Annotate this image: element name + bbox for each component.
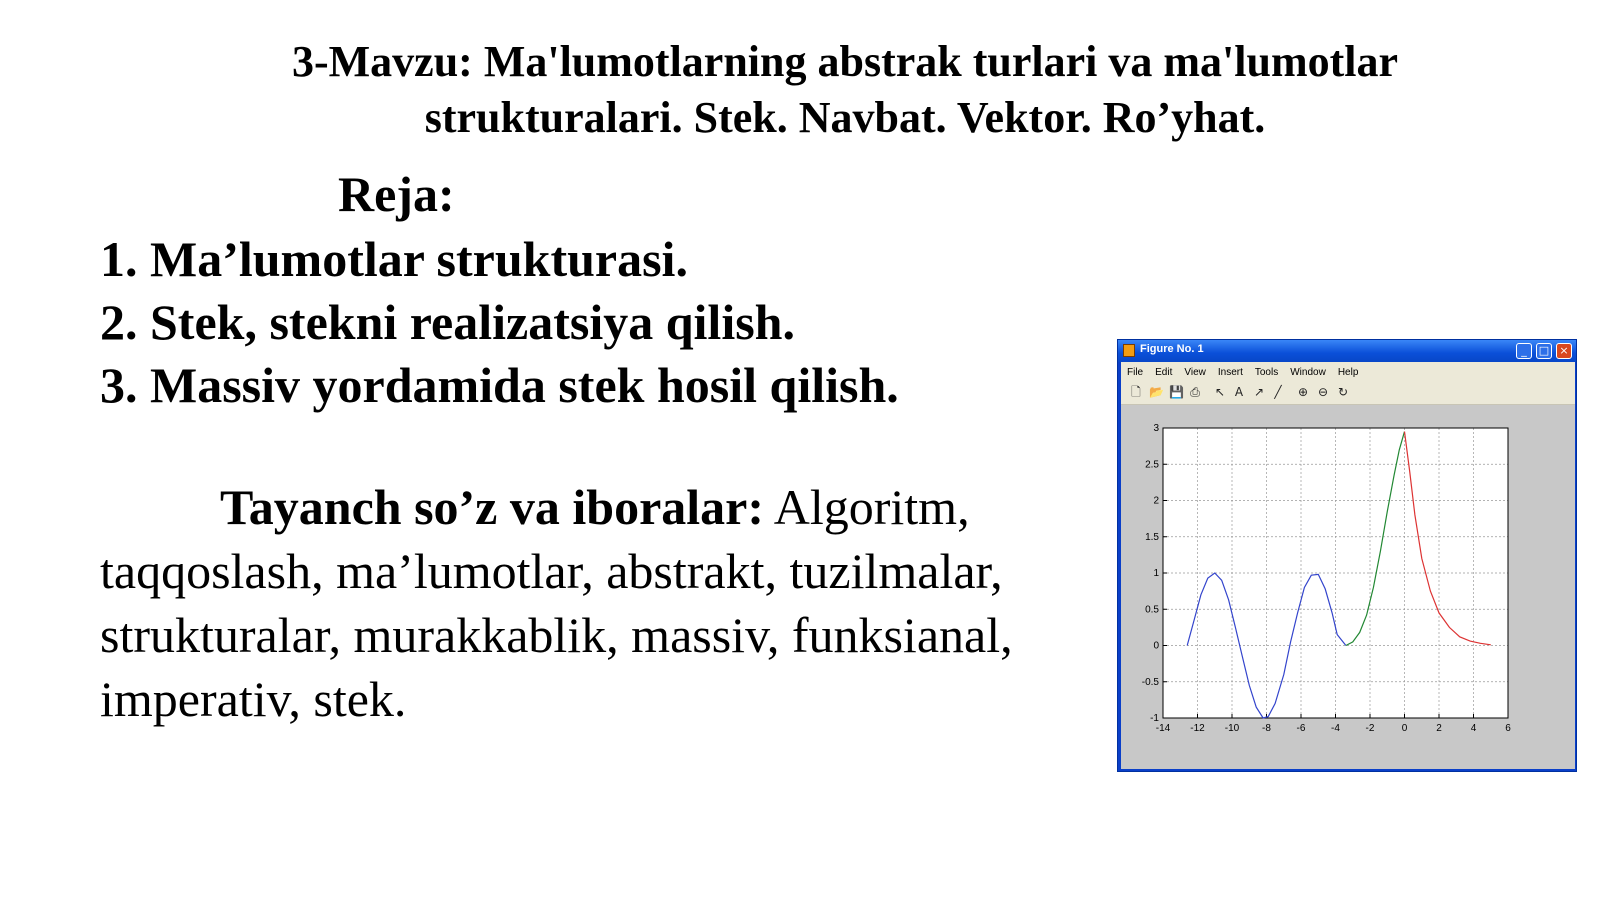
menu-insert[interactable]: Insert [1217, 367, 1243, 378]
save-icon[interactable]: 💾 [1169, 385, 1184, 399]
menu-help[interactable]: Help [1337, 367, 1359, 378]
x-tick-label: 6 [1505, 723, 1511, 734]
plan-heading: Reja: [338, 166, 455, 222]
y-tick-label: 0 [1153, 640, 1159, 652]
figure-canvas [1121, 405, 1575, 769]
print-icon[interactable]: ⎙ [1190, 385, 1200, 399]
figure-menubar [1121, 362, 1575, 380]
x-tick-label: -6 [1296, 723, 1306, 734]
close-button[interactable]: × [1556, 343, 1572, 359]
keywords-paragraph [100, 475, 1090, 731]
line-icon[interactable]: ╱ [1274, 385, 1282, 399]
figure-title: Figure No. 1 [1140, 343, 1204, 355]
y-tick-label: -1 [1150, 713, 1159, 724]
x-tick-label: -14 [1155, 723, 1171, 734]
menu-tools[interactable]: Tools [1254, 367, 1279, 378]
rotate-icon[interactable]: ↻ [1337, 385, 1349, 399]
menu-view[interactable]: View [1184, 367, 1206, 378]
menu-file[interactable]: File [1127, 367, 1144, 378]
plan-item: 2. Stek, stekni realizatsiya qilish. [100, 294, 795, 350]
pointer-icon[interactable]: ↖ [1214, 385, 1226, 399]
figure-window[interactable] [1117, 339, 1577, 772]
open-folder-icon[interactable]: 📂 [1149, 385, 1164, 399]
plan-item: 1. Ma’lumotlar strukturasi. [100, 231, 688, 287]
y-tick-label: 2 [1153, 495, 1159, 507]
x-tick-label: 0 [1401, 723, 1408, 734]
title-line-1: 3-Mavzu: Ma'lumotlarning abstrak turlari va ma'lumotlar [291, 37, 1398, 86]
minimize-button[interactable]: _ [1516, 343, 1532, 359]
figure-toolbar [1121, 380, 1575, 405]
y-tick-label: 1.5 [1145, 531, 1159, 543]
x-tick-label: -4 [1331, 723, 1340, 734]
arrow-icon[interactable]: ↗ [1253, 385, 1265, 399]
keywords-label: Tayanch so’z va iboralar: [220, 479, 764, 535]
plan-item: 3. Massiv yordamida stek hosil qilish. [100, 357, 899, 413]
y-tick-label: 2.5 [1145, 459, 1159, 471]
y-tick-label: 0.5 [1145, 604, 1159, 616]
x-tick-label: 2 [1436, 723, 1442, 734]
menu-window[interactable]: Window [1290, 367, 1326, 378]
y-tick-label: 1 [1153, 568, 1159, 579]
x-tick-label: -12 [1190, 723, 1205, 734]
matlab-logo-icon [1123, 344, 1135, 357]
x-tick-label: -2 [1365, 723, 1375, 734]
slide-title [250, 34, 1440, 146]
plan-list [100, 228, 899, 417]
zoom-out-icon[interactable]: ⊖ [1317, 385, 1329, 399]
menu-edit[interactable]: Edit [1155, 367, 1173, 378]
y-tick-label: 3 [1153, 423, 1159, 434]
new-file-icon[interactable]: 🗋 [1131, 385, 1141, 399]
x-tick-label: -8 [1262, 723, 1271, 734]
x-tick-label: -10 [1224, 723, 1240, 734]
keywords-text: Algoritm, taqqoslash, ma’lumotlar, abstrakt, tuzilmalar, strukturalar, murakkablik, massiv, funksianal, imperativ, stek. [100, 479, 1013, 727]
maximize-button[interactable]: □ [1536, 343, 1552, 359]
line-chart [1121, 405, 1575, 769]
text-icon[interactable]: A [1234, 385, 1244, 399]
title-line-2: strukturalari. Stek. Navbat. Vektor. Ro’yhat. [424, 93, 1266, 142]
y-tick-label: -0.5 [1141, 676, 1159, 688]
x-tick-label: 4 [1470, 723, 1477, 734]
figure-titlebar[interactable] [1118, 340, 1576, 362]
zoom-in-icon[interactable]: ⊕ [1297, 385, 1309, 399]
